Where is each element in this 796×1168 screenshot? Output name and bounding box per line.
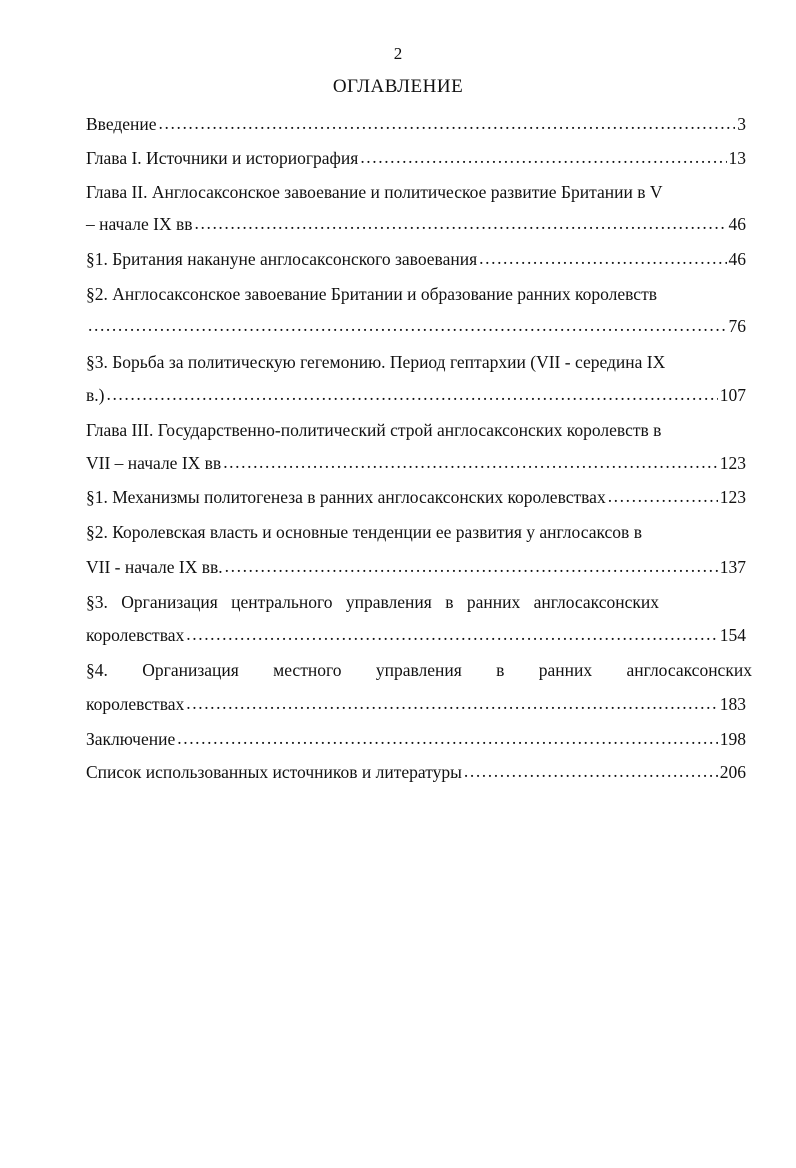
toc-entry-page: 3 [737, 114, 746, 134]
toc-entry-introduction[interactable] [86, 112, 746, 136]
dot-leader [608, 484, 718, 508]
toc-entry-page: 46 [728, 249, 746, 269]
dot-leader [360, 145, 726, 169]
toc-entry-conclusion[interactable] [86, 727, 746, 751]
toc-entry-text: §3. Организация центрального управления в ранних англосаксонских [86, 592, 659, 612]
toc-entry-ch3-sec4-cont[interactable] [86, 692, 746, 716]
dot-leader [195, 211, 727, 235]
toc-entry-page: 123 [719, 453, 746, 473]
toc-entry-page: 137 [719, 557, 746, 577]
dot-leader [159, 111, 736, 135]
toc-entry-text: – начале IX вв [86, 214, 193, 234]
dot-leader [186, 691, 717, 715]
toc-entry-page: 198 [719, 729, 746, 749]
toc-entry-chapter-3-cont[interactable] [86, 451, 746, 475]
toc-entry-page: 107 [719, 385, 746, 405]
toc-entry-chapter-2[interactable] [86, 180, 746, 204]
toc-entry-text: королевствах [86, 625, 185, 645]
toc-entry-ch2-sec2[interactable] [86, 282, 746, 306]
toc-entry-page: 46 [728, 214, 746, 234]
toc-entry-page: 154 [719, 625, 746, 645]
toc-entry-text: §1. Механизмы политогенеза в ранних англосаксонских королевствах [86, 487, 606, 507]
toc-entry-ch2-sec3-cont[interactable] [86, 383, 746, 407]
toc-entry-chapter-2-cont[interactable] [86, 212, 746, 236]
toc-entry-page: 206 [719, 762, 746, 782]
toc-entry-ch3-sec3-cont[interactable] [86, 623, 746, 647]
toc-entry-ch2-sec2-cont[interactable] [86, 314, 746, 338]
toc-entry-ch2-sec1[interactable] [86, 247, 746, 271]
toc-entry-page: 13 [728, 148, 746, 168]
toc-entry-text: §1. Британия накануне англосаксонского завоевания [86, 249, 478, 269]
toc-entry-page: 123 [719, 487, 746, 507]
toc-entry-text: Глава I. Источники и историография [86, 148, 359, 168]
toc-entry-text: VII - начале IX вв. [86, 557, 223, 577]
toc-entry-text: §4. Организация местного управления в ранних англосаксонских [86, 660, 752, 680]
toc-entry-text: королевствах [86, 694, 185, 714]
toc-entry-ch3-sec4[interactable] [86, 658, 752, 682]
toc-entry-ch3-sec2[interactable] [86, 520, 746, 544]
toc-entry-text: Глава II. Англосаксонское завоевание и политическое развитие Британии в V [86, 182, 663, 202]
toc-entry-text: Введение [86, 114, 157, 134]
toc-entry-text: §2. Англосаксонское завоевание Британии и образование ранних королевств [86, 284, 657, 304]
dot-leader [223, 450, 718, 474]
toc-entry-ch2-sec3[interactable] [86, 350, 746, 374]
dot-leader [106, 382, 717, 406]
page-number: 2 [393, 44, 403, 63]
toc-entry-text: Заключение [86, 729, 176, 749]
toc-entry-text: §2. Королевская власть и основные тенденции ее развития у англосаксов в [86, 522, 642, 542]
toc-title: ОГЛАВЛЕНИЕ [332, 76, 464, 97]
toc-entry-chapter-3[interactable] [86, 418, 746, 442]
toc-entry-text: §3. Борьба за политическую гегемонию. Период гептархии (VII - середина IX [86, 352, 666, 372]
toc-entry-ch3-sec3[interactable] [86, 590, 746, 614]
dot-leader [177, 726, 718, 750]
toc-entry-ch3-sec1[interactable] [86, 485, 746, 509]
toc-entry-page: 183 [719, 694, 746, 714]
toc-entry-text: Глава III. Государственно-политический строй англосаксонских королевств в [86, 420, 662, 440]
toc-entry-bibliography[interactable] [86, 760, 746, 784]
toc-entry-text: Список использованных источников и литературы [86, 762, 462, 782]
toc-entry-page: 76 [728, 316, 746, 336]
dot-leader [464, 759, 718, 783]
toc-entry-ch3-sec2-cont[interactable] [86, 555, 746, 579]
dot-leader [479, 246, 726, 270]
dot-leader [88, 313, 727, 337]
dot-leader [225, 554, 718, 578]
toc-entry-text: в.) [86, 385, 105, 405]
toc-entry-chapter-1[interactable] [86, 146, 746, 170]
toc-entry-text: VII – начале IX вв [86, 453, 222, 473]
dot-leader [186, 622, 717, 646]
